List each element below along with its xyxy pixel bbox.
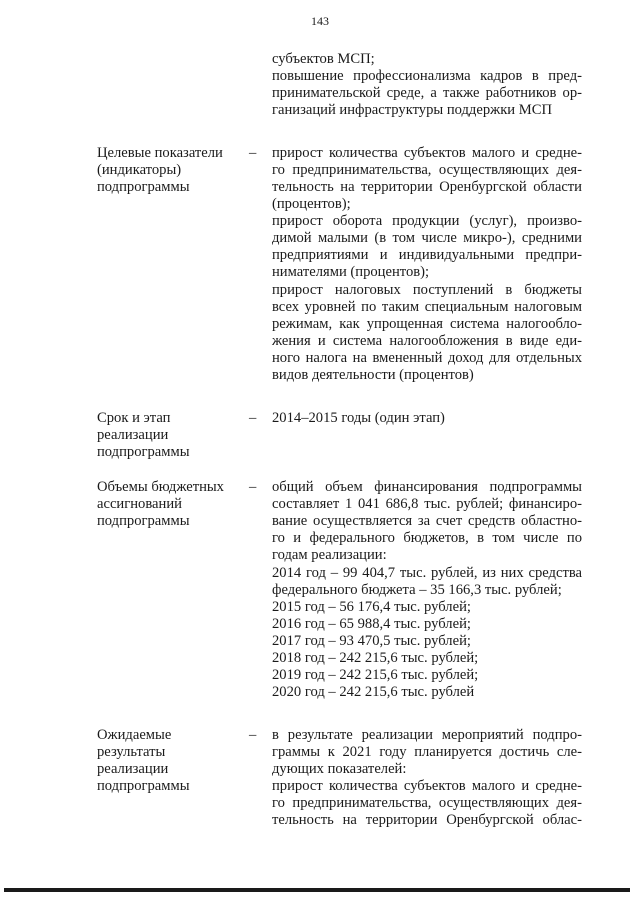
section-value-line: тельность на территории Оренбургской области: [272, 179, 582, 195]
section-value-line: нимателями (процентов);: [272, 264, 430, 280]
section-value-line: прирост количества субъектов малого и средне-: [272, 145, 582, 161]
section-label-line: реализации: [97, 427, 169, 443]
section-value-line: составляет 1 041 686,8 тыс. рублей; финансиро-: [272, 496, 582, 512]
section-value-line: 2014–2015 годы (один этап): [272, 410, 445, 426]
section-value-line: граммы к 2021 году планируется достичь сле-: [272, 744, 582, 760]
section-value-line: 2016 год – 65 988,4 тыс. рублей;: [272, 616, 471, 632]
section-value-line: димой малыми (в том числе микро-), средними: [272, 230, 582, 246]
section-label-line: Ожидаемые: [97, 727, 172, 743]
intro-line: повышение профессионализма кадров в пред-: [272, 68, 582, 84]
section-value-line: режимам, как упрощенная система налогообло-: [272, 316, 582, 332]
section-label-line: подпрограммы: [97, 513, 190, 529]
section-label-line: (индикаторы): [97, 162, 182, 178]
section-value-line: жения и система налогообложения в виде еди-: [272, 333, 582, 349]
section-label-line: Срок и этап: [97, 410, 171, 426]
section-label-line: подпрограммы: [97, 179, 190, 195]
section-label-line: подпрограммы: [97, 444, 190, 460]
section-value-line: в результате реализации мероприятий подпро-: [272, 727, 582, 743]
section-label-line: ассигнований: [97, 496, 182, 512]
section-value-line: 2014 год – 99 404,7 тыс. рублей, из них средства: [272, 565, 582, 581]
section-value-line: предприятиями и индивидуальными предпри-: [272, 247, 582, 263]
intro-line: субъектов МСП;: [272, 51, 375, 67]
section-value-line: прирост налоговых поступлений в бюджеты: [272, 282, 582, 298]
section-dash: –: [249, 145, 257, 161]
section-dash: –: [249, 479, 257, 495]
section-value-line: прирост количества субъектов малого и средне-: [272, 778, 582, 794]
section-value-line: 2018 год – 242 215,6 тыс. рублей;: [272, 650, 479, 666]
section-value-line: 2020 год – 242 215,6 тыс. рублей: [272, 684, 475, 700]
section-label-line: подпрограммы: [97, 778, 190, 794]
section-label-line: Целевые показатели: [97, 145, 223, 161]
section-value-line: общий объем финансирования подпрограммы: [272, 479, 582, 495]
section-value-line: федерального бюджета – 35 166,3 тыс. рублей;: [272, 582, 562, 598]
section-value-line: ного налога на вмененный доход для отдельных: [272, 350, 582, 366]
section-value-line: 2015 год – 56 176,4 тыс. рублей;: [272, 599, 471, 615]
section-value-line: го и федерального бюджетов, в том числе по: [272, 530, 582, 546]
section-label-line: реализации: [97, 761, 169, 777]
section-value-line: 2017 год – 93 470,5 тыс. рублей;: [272, 633, 471, 649]
section-value-line: го предпринимательства, осуществляющих дея-: [272, 795, 582, 811]
intro-line: принимательской среде, а также работников ор-: [272, 85, 582, 101]
section-dash: –: [249, 727, 257, 743]
section-value-line: годам реализации:: [272, 547, 387, 563]
section-value-line: го предпринимательства, осуществляющих дея-: [272, 162, 582, 178]
section-label-line: Объемы бюджетных: [97, 479, 224, 495]
section-label-line: результаты: [97, 744, 166, 760]
section-value-line: всех уровней по таким специальным налоговым: [272, 299, 582, 315]
section-dash: –: [249, 410, 257, 426]
section-value-line: дующих показателей:: [272, 761, 407, 777]
section-value-line: (процентов);: [272, 196, 351, 212]
section-value-line: вание осуществляется за счет средств областно-: [272, 513, 582, 529]
section-value-line: прирост оборота продукции (услуг), произво-: [272, 213, 582, 229]
section-value-line: видов деятельности (процентов): [272, 367, 474, 383]
page-number: 143: [311, 14, 329, 28]
section-value-line: тельность на территории Оренбургской облас-: [272, 812, 582, 828]
bottom-border-rule: [4, 888, 630, 892]
section-value-line: 2019 год – 242 215,6 тыс. рублей;: [272, 667, 479, 683]
intro-line: ганизаций инфраструктуры поддержки МСП: [272, 102, 553, 118]
